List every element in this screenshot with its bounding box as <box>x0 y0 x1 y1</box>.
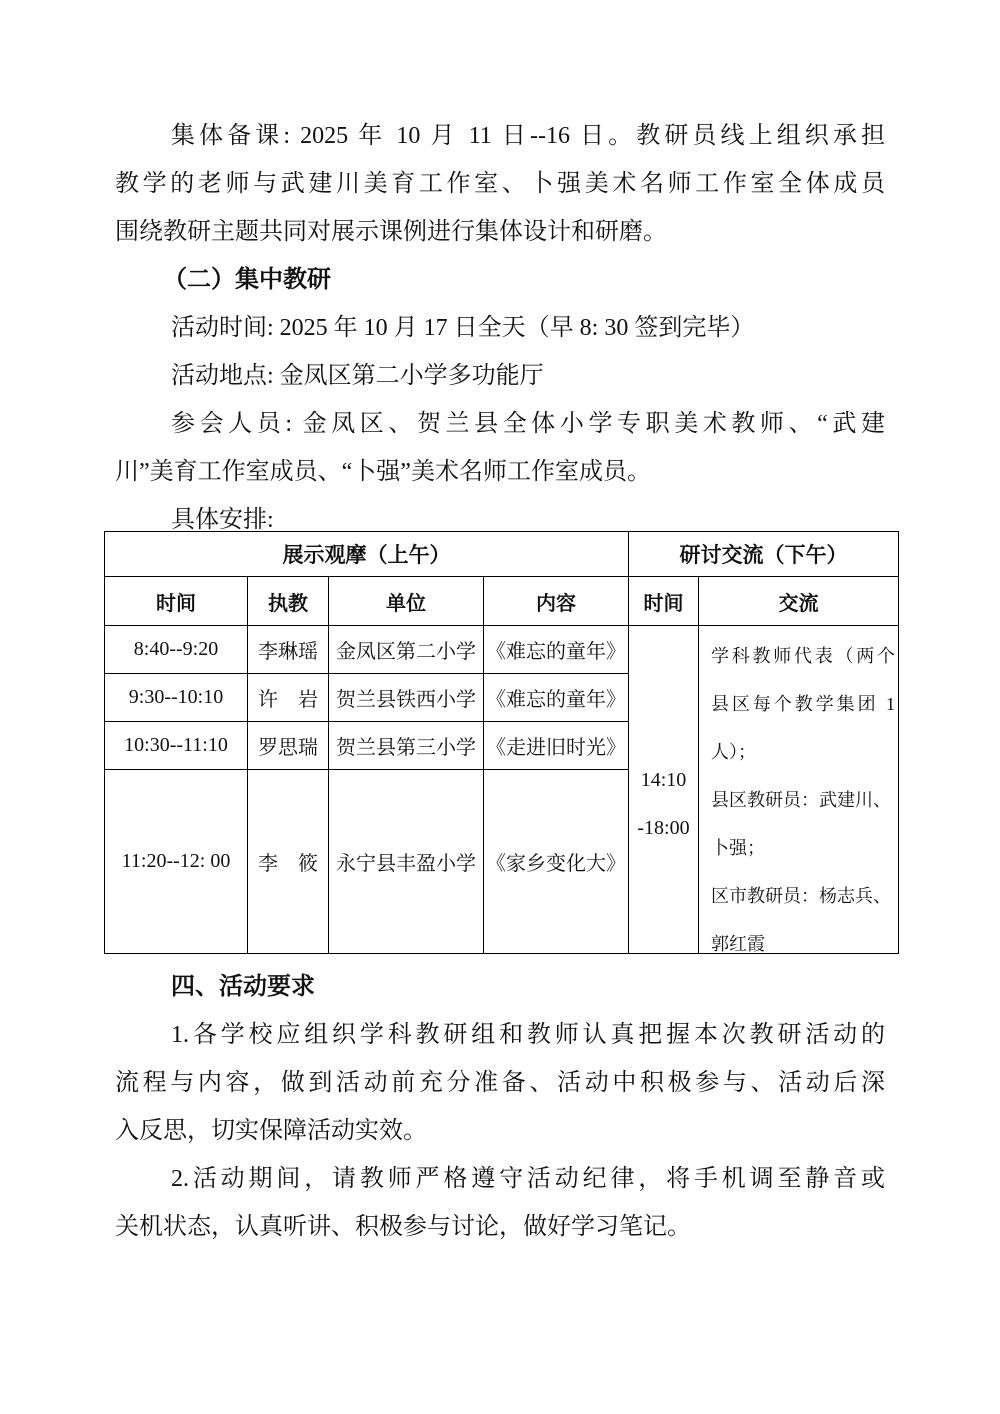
col-header-school: 单位 <box>329 577 484 626</box>
cell-content: 《难忘的童年》 <box>484 674 629 722</box>
pm-time-text <box>629 756 698 852</box>
exchange-line: 学科教师代表（两个 <box>711 646 895 666</box>
cell-school: 贺兰县铁西小学 <box>329 674 484 722</box>
section2-heading: （二）集中教研 <box>163 266 331 293</box>
schedule-table <box>104 531 899 954</box>
exchange-line: 县区教研员：武建川、 <box>711 790 891 810</box>
lower-text-block <box>115 963 885 1251</box>
cell-time: 10:30--11:10 <box>105 722 248 770</box>
exchange-line: 人）； <box>711 742 756 762</box>
requirement1-line-2: 流程与内容，做到活动前充分准备、活动中积极参与、活动后深 <box>115 1070 885 1096</box>
upper-text-block <box>115 112 885 544</box>
afternoon-section-header: 研讨交流（下午） <box>629 532 899 577</box>
cell-content: 《难忘的童年》 <box>484 626 629 674</box>
requirement1-line-3: 入反思，切实保障活动实效。 <box>115 1118 427 1144</box>
cell-content: 《家乡变化大》 <box>484 770 629 954</box>
exchange-text <box>711 632 895 968</box>
exchange-line: 卜强； <box>711 838 765 858</box>
cell-time: 8:40--9:20 <box>105 626 248 674</box>
cell-teacher: 许 岩 <box>248 674 329 722</box>
col-header-teacher: 执教 <box>248 577 329 626</box>
section4-heading: 四、活动要求 <box>171 973 315 1000</box>
col-header-exchange: 交流 <box>699 577 899 626</box>
cell-teacher: 李琳瑶 <box>248 626 329 674</box>
requirement2-line-1: 2.活动期间，请教师严格遵守活动纪律，将手机调至静音或 <box>171 1166 885 1192</box>
activity-place-line: 活动地点: 金凤区第二小学多功能厅 <box>171 363 544 389</box>
participants-line-1: 参会人员: 金凤区、贺兰县全体小学专职美术教师、“武建 <box>171 411 885 437</box>
intro-line-1: 集体备课: 2025 年 10 月 11 日--16 日。教研员线上组织承担 <box>171 123 885 149</box>
cell-pm-time <box>629 626 699 954</box>
col-header-content: 内容 <box>484 577 629 626</box>
cell-school: 永宁县丰盈小学 <box>329 770 484 954</box>
cell-teacher: 罗思瑞 <box>248 722 329 770</box>
cell-content: 《走进旧时光》 <box>484 722 629 770</box>
pm-time-line-2: -18:00 <box>637 816 690 839</box>
requirement1-line-1: 1.各学校应组织学科教研组和教师认真把握本次教研活动的 <box>171 1022 885 1048</box>
participants-line-2: 川”美育工作室成员、“卜强”美术名师工作室成员。 <box>115 459 651 485</box>
cell-time: 11:20--12: 00 <box>105 770 248 954</box>
intro-line-3: 围绕教研主题共同对展示课例进行集体设计和研磨。 <box>115 219 667 245</box>
requirement2-line-2: 关机状态，认真听讲、积极参与讨论，做好学习笔记。 <box>115 1214 691 1240</box>
col-header-time-am: 时间 <box>105 577 248 626</box>
table-column-header-row <box>105 577 899 626</box>
cell-exchange <box>699 626 899 954</box>
cell-school: 贺兰县第三小学 <box>329 722 484 770</box>
cell-teacher: 李 筱 <box>248 770 329 954</box>
table-row <box>105 626 899 674</box>
exchange-line: 郭红霞 <box>711 934 765 954</box>
pm-time-line-1: 14:10 <box>640 768 687 791</box>
intro-line-2: 教学的老师与武建川美育工作室、卜强美术名师工作室全体成员 <box>115 171 885 197</box>
schedule-label: 具体安排: <box>171 507 274 533</box>
exchange-line: 县区每个教学集团 1 <box>711 694 895 714</box>
table-section-header-row <box>105 532 899 577</box>
exchange-line: 区市教研员：杨志兵、 <box>711 886 891 906</box>
cell-school: 金凤区第二小学 <box>329 626 484 674</box>
cell-time: 9:30--10:10 <box>105 674 248 722</box>
activity-time-line: 活动时间: 2025 年 10 月 17 日全天（早 8: 30 签到完毕） <box>171 315 755 341</box>
morning-section-header: 展示观摩（上午） <box>105 532 629 577</box>
col-header-time-pm: 时间 <box>629 577 699 626</box>
